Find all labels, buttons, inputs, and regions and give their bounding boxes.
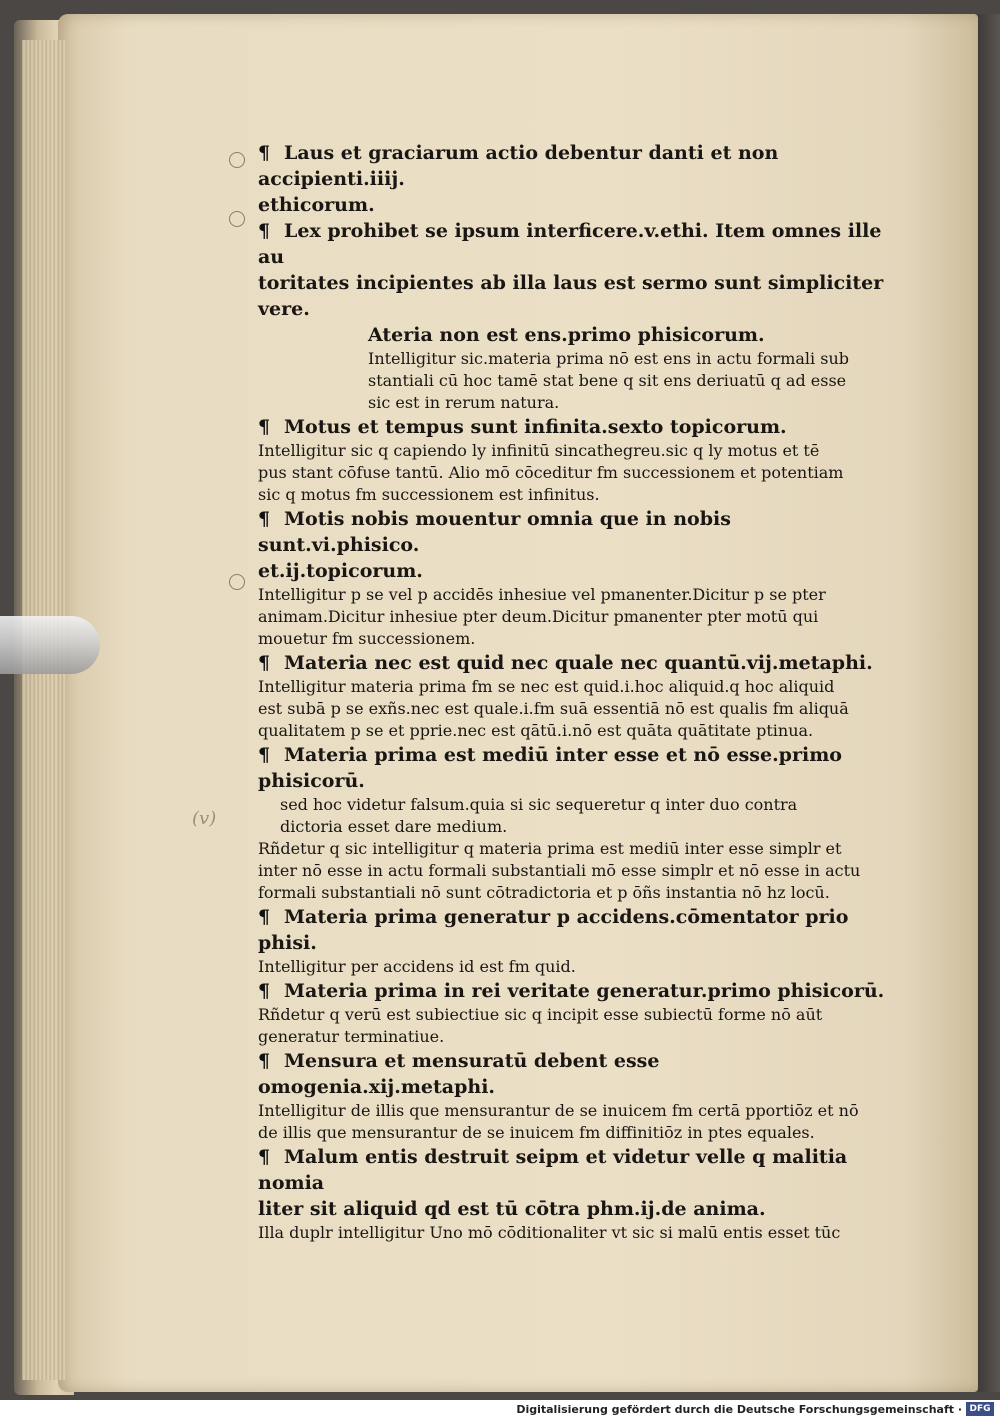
line-text: Laus et graciarum actio debentur danti et non accipienti.iiij. bbox=[258, 142, 779, 190]
line-text: formali substantiali nō sunt cōtradictoria et p ōñs instantia nō hz locū. bbox=[258, 883, 830, 902]
text-line bbox=[258, 270, 888, 322]
footer-credit: Digitalisierung gefördert durch die Deutsche Forschungsgemeinschaft · bbox=[516, 1403, 962, 1416]
line-text: sic q motus fm successionem est infinitus. bbox=[258, 485, 600, 504]
text-line bbox=[258, 392, 888, 414]
line-text: stantiali cū hoc tamē stat bene q sit ens deriuatū q ad esse bbox=[368, 371, 847, 390]
paragraph-mark: ¶ bbox=[258, 652, 271, 674]
line-text: dictoria esset dare medium. bbox=[280, 817, 508, 836]
text-line bbox=[258, 1100, 888, 1122]
glass-rod-weight bbox=[0, 616, 100, 674]
line-text: Intelligitur per accidens id est fm quid. bbox=[258, 957, 576, 976]
line-text: Materia prima est mediū inter esse et nō esse.primo phisicorū. bbox=[258, 744, 842, 792]
text-line bbox=[258, 698, 888, 720]
text-line bbox=[258, 1122, 888, 1144]
text-line bbox=[258, 1144, 888, 1196]
text-line bbox=[258, 322, 888, 348]
line-text: Rñdetur q verū est subiectiue sic q incipit esse subiectū forme nō aūt bbox=[258, 1005, 823, 1024]
paragraph-mark: ¶ bbox=[258, 1050, 271, 1072]
text-line bbox=[258, 1004, 888, 1026]
text-line bbox=[258, 1026, 888, 1048]
footer-bar bbox=[0, 1400, 1000, 1419]
text-line bbox=[258, 882, 888, 904]
line-text: Motis nobis mouentur omnia que in nobis sunt.vi.phisico. bbox=[258, 508, 731, 556]
text-line bbox=[258, 140, 888, 192]
line-text: sed hoc videtur falsum.quia si sic sequeretur q inter duo contra bbox=[280, 795, 798, 814]
line-text: Intelligitur sic.materia prima nō est ens in actu formali sub bbox=[368, 349, 849, 368]
text-line bbox=[258, 838, 888, 860]
text-line bbox=[258, 558, 888, 584]
text-line bbox=[258, 484, 888, 506]
text-line bbox=[258, 794, 888, 816]
paragraph-mark: ¶ bbox=[258, 220, 271, 242]
line-text: Mensura et mensuratū debent esse omogenia.xij.metaphi. bbox=[258, 1050, 660, 1098]
line-text: ethicorum. bbox=[258, 194, 375, 216]
line-text: toritates incipientes ab illa laus est sermo sunt simpliciter vere. bbox=[258, 272, 884, 320]
text-line bbox=[258, 742, 888, 794]
text-line bbox=[258, 860, 888, 882]
paragraph-mark: ¶ bbox=[258, 142, 271, 164]
line-text: et.ij.topicorum. bbox=[258, 560, 423, 582]
line-text: Lex prohibet se ipsum interficere.v.ethi. Item omnes ille au bbox=[258, 220, 882, 268]
paragraph-mark: ¶ bbox=[258, 744, 271, 766]
text-line bbox=[258, 1222, 888, 1244]
text-line bbox=[258, 650, 888, 676]
paragraph-mark: ¶ bbox=[258, 508, 271, 530]
paragraph-mark: ¶ bbox=[258, 416, 271, 438]
line-text: Materia prima in rei veritate generatur.primo phisicorū. bbox=[284, 980, 885, 1002]
dfg-logo: DFG bbox=[966, 1402, 994, 1416]
line-text: Malum entis destruit seipm et videtur velle q malitia nomia bbox=[258, 1146, 848, 1194]
text-line bbox=[258, 414, 888, 440]
text-line bbox=[258, 370, 888, 392]
line-text: inter nō esse in actu formali substantiali mō esse simplr et nō esse in actu bbox=[258, 861, 861, 880]
line-text: liter sit aliquid qd est tū cōtra phm.ij.de anima. bbox=[258, 1198, 766, 1220]
line-text: Illa duplr intelligitur Uno mō cōditionaliter vt sic si malū entis esset tūc bbox=[258, 1223, 841, 1242]
text-line bbox=[258, 978, 888, 1004]
text-line bbox=[258, 584, 888, 606]
text-line bbox=[258, 816, 888, 838]
text-line bbox=[258, 462, 888, 484]
text-line bbox=[258, 440, 888, 462]
text-line bbox=[258, 956, 888, 978]
book-right-edge bbox=[978, 14, 1000, 1392]
text-line bbox=[258, 1196, 888, 1222]
margin-circle-2 bbox=[229, 211, 245, 227]
line-text: de illis que mensurantur de se inuicem fm diffinitiōz in ptes equales. bbox=[258, 1123, 815, 1142]
line-text: qualitatem p se et pprie.nec est qātū.i.nō est quāta quātitate ptinua. bbox=[258, 721, 814, 740]
margin-circle-1 bbox=[229, 152, 245, 168]
paragraph-mark: ¶ bbox=[258, 906, 271, 928]
line-text: est subā p se exñs.nec est quale.i.fm suā essentiā nō est qualis fm aliquā bbox=[258, 699, 849, 718]
incunable-text bbox=[258, 140, 888, 1244]
margin-note: (v) bbox=[192, 808, 217, 829]
paragraph-mark: ¶ bbox=[258, 980, 271, 1002]
page-stack-edges bbox=[22, 40, 66, 1380]
text-line bbox=[258, 676, 888, 698]
line-text: Intelligitur p se vel p accidēs inhesiue vel pmanenter.Dicitur p se pter bbox=[258, 585, 826, 604]
line-text: generatur terminatiue. bbox=[258, 1027, 445, 1046]
text-line bbox=[258, 348, 888, 370]
text-line bbox=[258, 1048, 888, 1100]
text-line bbox=[258, 218, 888, 270]
paragraph-mark: ¶ bbox=[258, 1146, 271, 1168]
line-text: sic est in rerum natura. bbox=[368, 393, 560, 412]
text-line bbox=[258, 720, 888, 742]
text-line bbox=[258, 192, 888, 218]
line-text: Motus et tempus sunt infinita.sexto topicorum. bbox=[284, 416, 787, 438]
text-line bbox=[258, 506, 888, 558]
line-text: Intelligitur materia prima fm se nec est quid.i.hoc aliquid.q hoc aliquid bbox=[258, 677, 835, 696]
text-line bbox=[258, 628, 888, 650]
line-text: Ateria non est ens.primo phisicorum. bbox=[368, 324, 765, 346]
margin-circle-3 bbox=[229, 574, 245, 590]
text-line bbox=[258, 606, 888, 628]
line-text: mouetur fm successionem. bbox=[258, 629, 476, 648]
line-text: animam.Dicitur inhesiue pter deum.Dicitur pmanenter pter motū qui bbox=[258, 607, 819, 626]
line-text: Materia nec est quid nec quale nec quantū.vij.metaphi. bbox=[284, 652, 873, 674]
line-text: Rñdetur q sic intelligitur q materia prima est mediū inter esse simplr et bbox=[258, 839, 842, 858]
line-text: Intelligitur de illis que mensurantur de se inuicem fm certā pportiōz et nō bbox=[258, 1101, 859, 1120]
line-text: pus stant cōfuse tantū. Alio mō cōceditur fm successionem et potentiam bbox=[258, 463, 844, 482]
line-text: Intelligitur sic q capiendo ly infinitū sincathegreu.sic q ly motus et tē bbox=[258, 441, 820, 460]
text-line bbox=[258, 904, 888, 956]
line-text: Materia prima generatur p accidens.cōmentator prio phisi. bbox=[258, 906, 849, 954]
